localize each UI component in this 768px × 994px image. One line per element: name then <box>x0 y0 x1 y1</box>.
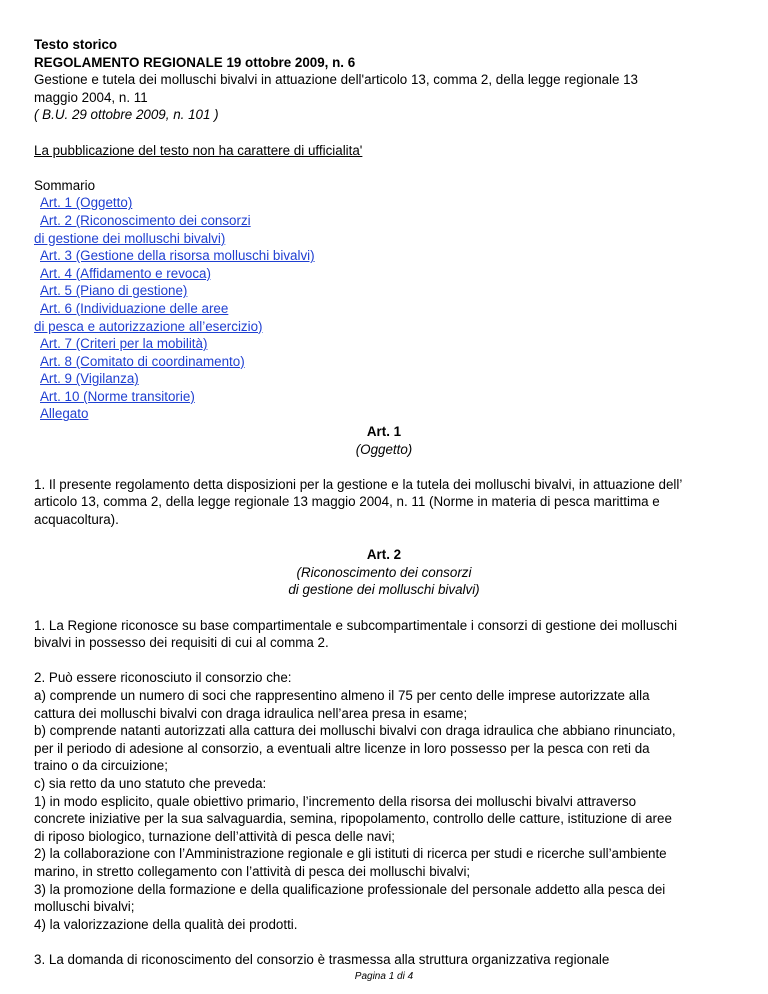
toc-link-art7[interactable]: Art. 7 (Criteri per la mobilità) <box>40 336 208 352</box>
text-line: 1) in modo esplicito, quale obiettivo primario, l’incremento della risorsa dei molluschi bivalvi attraverso <box>34 793 637 809</box>
doc-subtitle-line2: maggio 2004, n. 11 <box>34 89 148 105</box>
art2-subheading-line1: (Riconoscimento dei consorzi <box>296 564 472 580</box>
text-line: 1. La Regione riconosce su base compartimentale e subcompartimentale i consorzi di gestione dei molluschi <box>34 617 678 633</box>
text-line: bivalvi in possesso dei requisiti di cui al comma 2. <box>34 635 329 651</box>
text-line: 2) la collaborazione con l’Amministrazione regionale e gli istituti di ricerca per studi e ricerche sull’ambiente <box>34 846 667 862</box>
bulletin-reference: ( B.U. 29 ottobre 2009, n. 101 ) <box>34 107 219 123</box>
page-number: Pagina 1 di 4 <box>354 971 414 982</box>
doc-subtitle-line1: Gestione e tutela dei molluschi bivalvi in attuazione dell'articolo 13, comma 2, della legge regionale 13 <box>34 72 639 88</box>
text-line: 3) la promozione della formazione e della qualificazione professionale del personale addetto alla pesca dei <box>34 881 666 897</box>
art2-paragraph-1 <box>34 617 734 652</box>
text-line: 1. Il presente regolamento detta disposizioni per la gestione e la tutela dei molluschi bivalvi, in attuazione dell’ <box>34 476 683 492</box>
text-line: acquacoltura). <box>34 512 119 528</box>
text-line: articolo 13, comma 2, della legge regionale 13 maggio 2004, n. 11 (Norme in materia di pesca marittima e <box>34 494 660 510</box>
text-line: marino, in stretto collegamento con l’attività di pesca dei molluschi bivalvi; <box>34 863 471 879</box>
toc-link-allegato[interactable]: Allegato <box>40 406 89 422</box>
toc-link-art8[interactable]: Art. 8 (Comitato di coordinamento) <box>40 353 245 369</box>
text-line: per il periodo di adesione al consorzio, a eventuali altre licenze in loro possesso per la pesca con reti da <box>34 740 650 756</box>
text-line: traino o da circuizione; <box>34 758 168 774</box>
text-line: di riposo biologico, turnazione dell’attività di pesca delle navi; <box>34 828 396 844</box>
disclaimer: La pubblicazione del testo non ha carattere di ufficialita' <box>34 142 363 158</box>
text-line: concrete iniziative per la sua salvaguardia, semina, ripopolamento, controllo delle catture, istituzione di aree <box>34 811 672 827</box>
doc-label: Testo storico <box>34 37 118 52</box>
toc-link-art9[interactable]: Art. 9 (Vigilanza) <box>40 371 139 387</box>
art1-paragraph-1 <box>34 476 734 529</box>
text-line: molluschi bivalvi; <box>34 899 135 915</box>
toc-link-art5[interactable]: Art. 5 (Piano di gestione) <box>40 283 188 299</box>
text-line: 4) la valorizzazione della qualità dei prodotti. <box>34 916 298 932</box>
toc-link-art6[interactable]: Art. 6 (Individuazione delle aree di pesca e autorizzazione all’esercizio) <box>34 300 263 334</box>
toc-link-art3[interactable]: Art. 3 (Gestione della risorsa molluschi bivalvi) <box>40 248 315 264</box>
doc-title: REGOLAMENTO REGIONALE 19 ottobre 2009, n. 6 <box>34 54 356 70</box>
text-line: c) sia retto da uno statuto che preveda: <box>34 775 267 791</box>
art2-paragraph-3 <box>34 951 734 969</box>
toc-title: Sommario <box>34 177 96 193</box>
art1-header <box>34 423 734 458</box>
art2-paragraph-2 <box>34 669 734 933</box>
text-line: 2. Può essere riconosciuto il consorzio che: <box>34 670 292 686</box>
art2-heading: Art. 2 <box>366 547 402 563</box>
art2-subheading-line2: di gestione dei molluschi bivalvi) <box>288 582 480 598</box>
text-line: 3. La domanda di riconoscimento del consorzio è trasmessa alla struttura organizzativa regionale <box>34 951 610 967</box>
toc-link-art4[interactable]: Art. 4 (Affidamento e revoca) <box>40 265 211 281</box>
art2-header <box>34 546 734 599</box>
toc-link-art10[interactable]: Art. 10 (Norme transitorie) <box>40 388 195 404</box>
toc-link-art2[interactable]: Art. 2 (Riconoscimento dei consorzi di gestione dei molluschi bivalvi) <box>34 212 251 246</box>
document-page <box>34 36 734 968</box>
text-line: b) comprende natanti autorizzati alla cattura dei molluschi bivalvi con draga idraulica che abbiano rinunciato, <box>34 723 676 739</box>
table-of-contents <box>34 194 734 423</box>
art1-heading: Art. 1 <box>366 424 402 440</box>
toc-link-art1[interactable]: Art. 1 (Oggetto) <box>40 195 133 211</box>
text-line: a) comprende un numero di soci che rappresentino almeno il 75 per cento delle imprese autorizzate alla <box>34 687 650 703</box>
art1-subheading: (Oggetto) <box>355 441 413 457</box>
text-line: cattura dei molluschi bivalvi con draga idraulica nell’area presa in esame; <box>34 705 468 721</box>
